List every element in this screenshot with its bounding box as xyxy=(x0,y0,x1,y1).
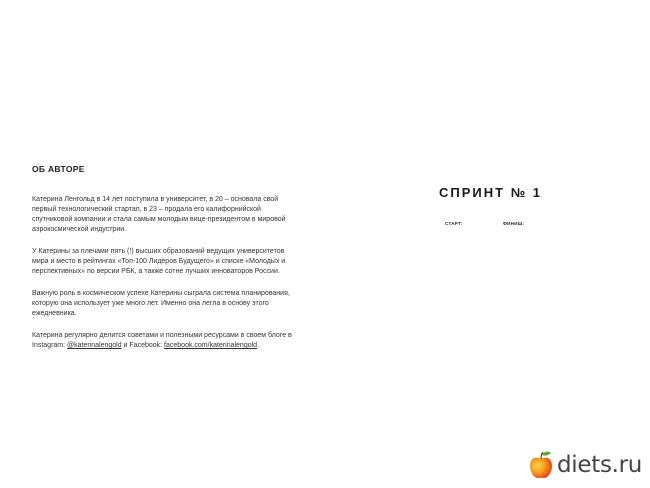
bio-paragraph: У Катерины за плечами пять (!) высших образований ведущих университетов мира и место в рейтингах «Топ-100 Лидеров Будущего» и списке «Молодых и перспективных» по версии РБК, а также сотне лучших инноваторов России. xyxy=(32,248,286,275)
facebook-link[interactable]: facebook.com/katerinalengold xyxy=(164,342,258,349)
apple-icon xyxy=(528,450,554,480)
sprint-title: СПРИНТ № 1 xyxy=(439,185,543,200)
social-text-middle: и Facebook: xyxy=(121,342,165,349)
bio-paragraph: Катерина Ленгольд в 14 лет поступила в университет, в 20 – основала свой первый технологический стартап, в 23 – продала его калифорнийской спутниковой компании и стала самым молодым вице-президентом в мировой аэрокосмической индустрии. xyxy=(32,196,286,233)
author-bio xyxy=(32,195,300,363)
bio-paragraph-social xyxy=(32,331,300,351)
watermark-text: diets.ru xyxy=(557,452,643,478)
watermark-logo[interactable] xyxy=(528,449,642,481)
social-text-after: . xyxy=(257,342,260,349)
instagram-link[interactable]: @katerinalengold xyxy=(67,342,122,349)
section-title: ОБ АВТОРЕ xyxy=(32,164,85,174)
social-text-before: Катерина регулярно делится советами и полезными ресурсами в своем блоге в Instagram: xyxy=(32,332,292,349)
bio-paragraph: Важную роль в космическом успехе Катерины сыграла система планирования, которую она использует уже много лет. Именно она легла в основу этого ежедневника. xyxy=(32,290,290,317)
right-page xyxy=(325,0,650,488)
finish-label: ФИНИШ: xyxy=(503,221,525,226)
start-label: СТАРТ: xyxy=(445,221,463,226)
